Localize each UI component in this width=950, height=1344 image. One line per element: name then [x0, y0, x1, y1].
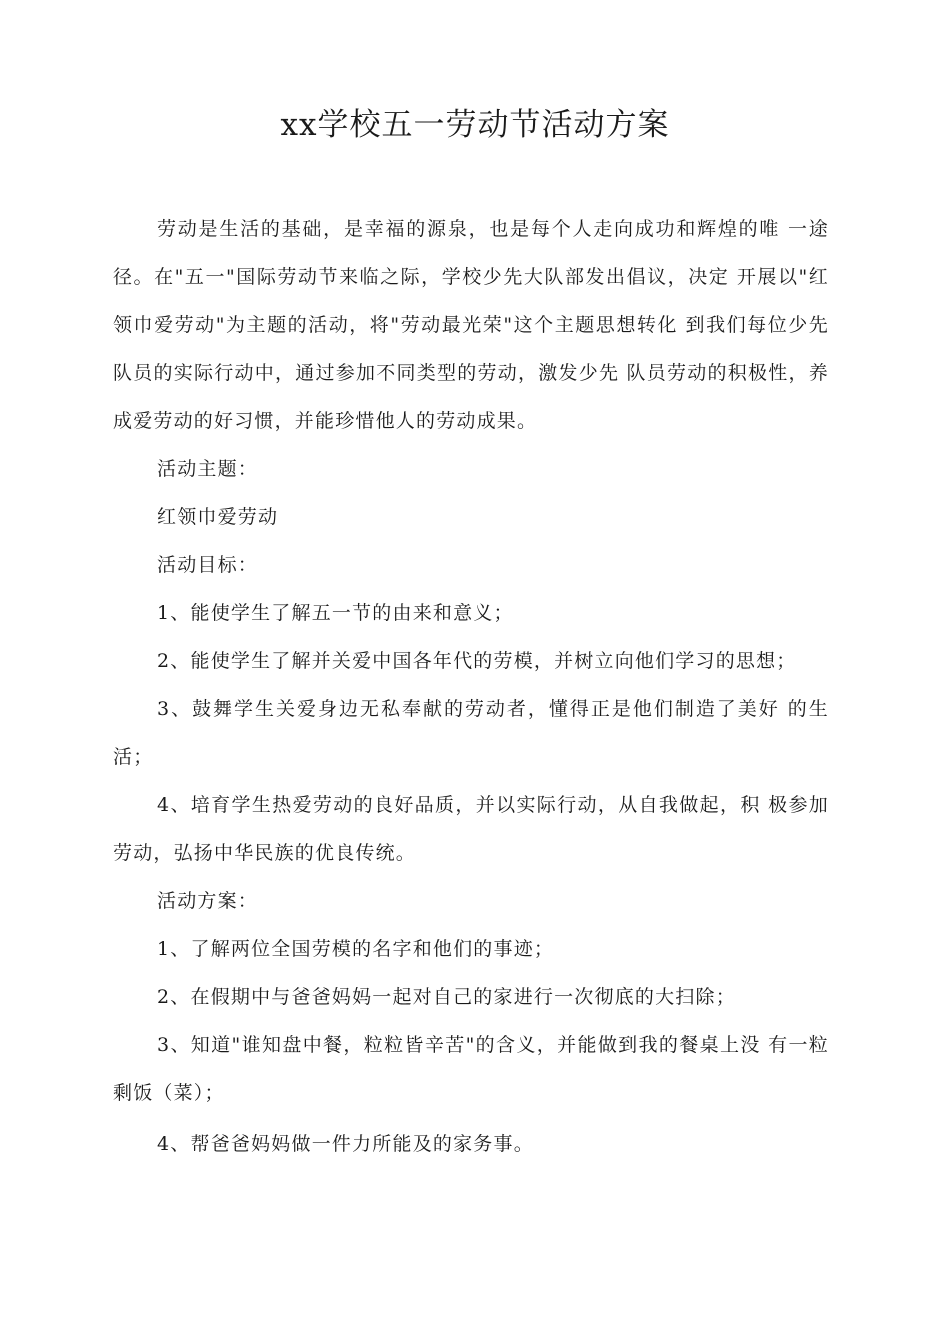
goal-item-3: 3、鼓舞学生关爱身边无私奉献的劳动者，懂得正是他们制造了美好 的生活； [113, 698, 829, 768]
plan-item-2: 2、在假期中与爸爸妈妈一起对自己的家进行一次彻底的大扫除； [157, 986, 736, 1008]
plan-item-3: 3、知道"谁知盘中餐，粒粒皆辛苦"的含义，并能做到我的餐桌上没 有一粒剩饭（菜）； [113, 1034, 829, 1104]
intro-paragraph: 劳动是生活的基础，是幸福的源泉，也是每个人走向成功和辉煌的唯 一途径。在"五一"国际劳动节来临之际，学校少先大队部发出倡议，决定 开展以"红领巾爱劳动"为主题的活动，将"劳动最光荣"这个主题思想转化 到我们每位少先队员的实际行动中，通过参加不同类型的劳动，激发少先 队员劳动的积极性，养成爱劳动的好习惯，并能珍惜他人的劳动成果。 [113, 218, 829, 432]
document-title: xx学校五一劳动节活动方案 [280, 107, 670, 143]
theme-text: 红领巾爱劳动 [157, 506, 279, 528]
plan-item-1: 1、了解两位全国劳模的名字和他们的事迹； [157, 938, 555, 960]
goal-item-2: 2、能使学生了解并关爱中国各年代的劳模，并树立向他们学习的思想； [157, 650, 797, 672]
goal-item-1: 1、能使学生了解五一节的由来和意义； [157, 602, 514, 624]
section-heading-plan: 活动方案： [157, 890, 259, 912]
document-body [113, 205, 829, 1168]
section-heading-theme: 活动主题： [157, 458, 259, 480]
section-heading-goals: 活动目标： [157, 554, 259, 576]
plan-item-4: 4、帮爸爸妈妈做一件力所能及的家务事。 [157, 1133, 534, 1155]
goal-item-4: 4、培育学生热爱劳动的良好品质，并以实际行动，从自我做起，积 极参加劳动，弘扬中华民族的优良传统。 [113, 794, 829, 864]
